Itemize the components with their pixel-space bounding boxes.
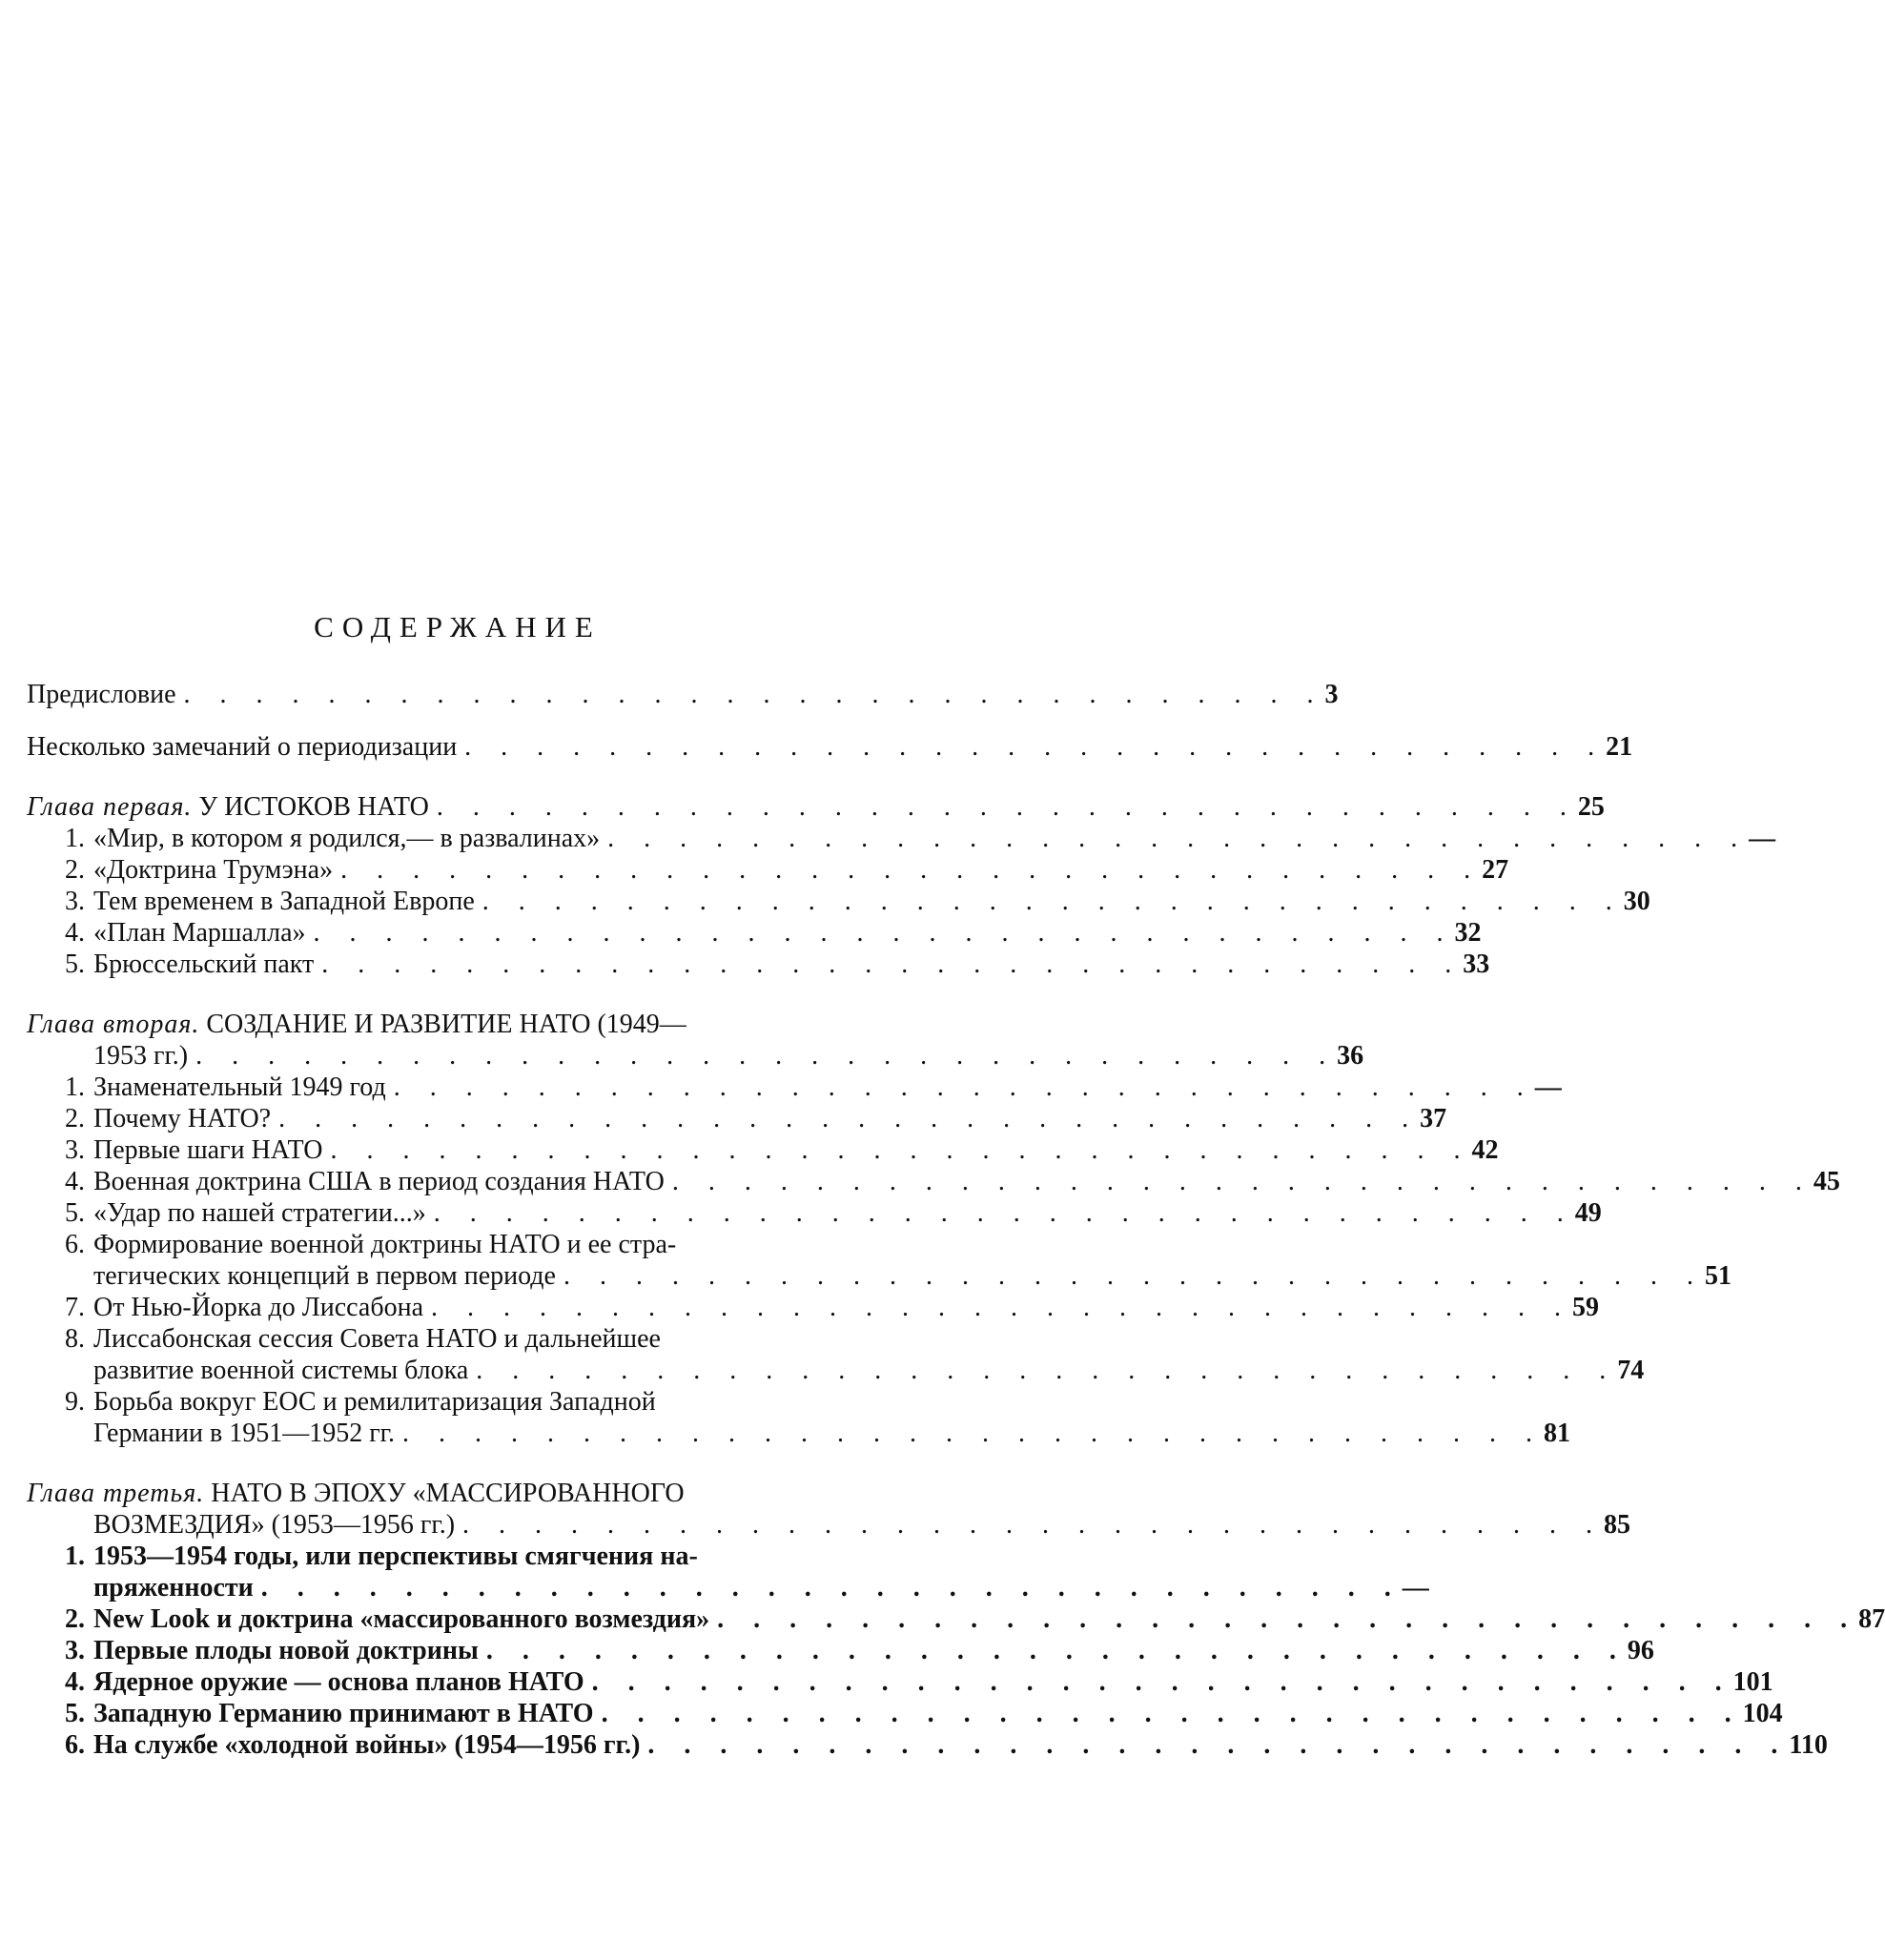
page-number: —	[1749, 824, 1776, 853]
leader-dots: . . . . . . . . . . . . . . . . . . . . . . . . . . . . . . . .	[647, 1730, 1790, 1760]
chapter-2-heading-line1	[27, 1009, 990, 1040]
page-number: 49	[1574, 1198, 1602, 1228]
chapter-label: Глава вторая.	[27, 1010, 200, 1039]
entry-text	[27, 854, 333, 886]
toc-entry	[27, 1635, 1654, 1666]
entry-text	[27, 1072, 386, 1103]
item-number: 2.	[65, 1604, 85, 1634]
chapter-label: Глава первая.	[27, 792, 193, 822]
page-number: —	[1534, 1072, 1562, 1102]
item-title: «Доктрина Трумэна»	[93, 855, 334, 885]
entry-text: пряженности	[93, 1573, 254, 1603]
item-number: 2.	[65, 1104, 85, 1133]
leader-dots: . . . . . . . . . . . . . . . . . . . . . . . . . . . . . . . .	[464, 732, 1607, 762]
entry-text: тегических концепций в первом периоде	[93, 1261, 556, 1291]
table-of-contents	[27, 679, 1885, 1761]
leader-dots: . . . . . . . . . . . . . . . . . . . . . . . . . . . . . . . .	[313, 918, 1455, 948]
spacer	[27, 710, 990, 731]
toc-entry	[27, 1072, 1562, 1103]
page-number: 110	[1789, 1730, 1828, 1760]
chapter-title: СОЗДАНИЕ И РАЗВИТИЕ НАТО (1949—	[206, 1010, 686, 1039]
chapter-3-heading-line1	[27, 1478, 990, 1509]
page-number: 74	[1617, 1356, 1645, 1385]
page-number: 21	[1606, 732, 1633, 762]
entry-text	[27, 1603, 709, 1635]
leader-dots: . . . . . . . . . . . . . . . . . . . . . . . . . . . . . . . .	[436, 792, 1578, 822]
item-title: New Look и доктрина «массированного возмездия»	[93, 1604, 710, 1634]
page-number: 81	[1544, 1419, 1570, 1448]
toc-entry	[27, 1666, 1773, 1698]
entry-text: Предисловие	[27, 680, 176, 709]
entry-text	[27, 949, 314, 980]
item-title: Первые плоды новой доктрины	[93, 1636, 479, 1665]
item-title: 1953—1954 годы, или перспективы смягчения на-	[93, 1541, 698, 1571]
leader-dots: . . . . . . . . . . . . . . . . . . . . . . . . . . . . . . . .	[717, 1604, 1859, 1634]
entry-text	[27, 1103, 271, 1134]
item-number: 6.	[65, 1730, 85, 1760]
toc-entry	[27, 1603, 1885, 1635]
entry-text	[27, 1197, 426, 1229]
leader-dots: . . . . . . . . . . . . . . . . . . . . . . . . . . . . . . . .	[321, 949, 1464, 979]
item-number: 3.	[65, 887, 85, 916]
leader-dots: . . . . . . . . . . . . . . . . . . . . . . . . . . . . . . . .	[476, 1356, 1618, 1385]
entry-text: Несколько замечаний о периодизации	[27, 732, 458, 762]
leader-dots: . . . . . . . . . . . . . . . . . . . . . . . . . . . . . . . .	[671, 1167, 1813, 1196]
page-number: 104	[1742, 1699, 1783, 1728]
leader-dots: . . . . . . . . . . . . . . . . . . . . . . . . . . . . . . . .	[591, 1667, 1733, 1697]
page-number: 85	[1604, 1510, 1631, 1540]
toc-entry	[27, 1355, 1645, 1386]
page-number: 45	[1813, 1167, 1840, 1196]
item-number: 9.	[65, 1387, 85, 1417]
toc-entry	[27, 1166, 1840, 1197]
leader-dots: . . . . . . . . . . . . . . . . . . . . . . . . . . . . . . . .	[431, 1293, 1573, 1322]
spacer	[27, 980, 990, 1009]
toc-entry	[27, 1103, 1447, 1134]
spacer	[27, 763, 990, 791]
page-number: 96	[1627, 1636, 1654, 1665]
item-number: 4.	[65, 1167, 85, 1196]
item-title: Лиссабонская сессия Совета НАТО и дальнейшее	[93, 1324, 661, 1354]
toc-entry	[27, 1292, 1600, 1323]
item-number: 3.	[65, 1135, 85, 1165]
toc-entry-line1	[27, 1541, 990, 1572]
entry-text	[27, 1666, 584, 1698]
leader-dots: . . . . . . . . . . . . . . . . . . . . . . . . . . . . . . . .	[433, 1198, 1575, 1228]
item-title: Знаменательный 1949 год	[93, 1072, 386, 1102]
toc-entry	[27, 1418, 1570, 1449]
entry-text	[27, 1729, 640, 1761]
item-title: От Нью-Йорка до Лиссабона	[93, 1293, 424, 1322]
item-number: 1.	[65, 824, 85, 853]
item-number: 8.	[65, 1324, 85, 1354]
page-number: 30	[1623, 887, 1650, 916]
page-number: 36	[1337, 1041, 1364, 1071]
item-title: Почему НАТО?	[93, 1104, 272, 1133]
toc-entry	[27, 823, 1776, 854]
entry-text	[27, 1698, 594, 1729]
item-title: «План Маршалла»	[93, 918, 306, 948]
page-number: 101	[1732, 1667, 1773, 1697]
leader-dots: . . . . . . . . . . . . . . . . . . . . . . . . . . . . . . . .	[402, 1419, 1544, 1448]
item-number: 1.	[65, 1072, 85, 1102]
entry-text	[27, 1635, 479, 1666]
item-number: 5.	[65, 1198, 85, 1228]
item-number: 2.	[65, 855, 85, 885]
item-number: 5.	[65, 1699, 85, 1728]
leader-dots: . . . . . . . . . . . . . . . . . . . . . . . . . . . . . . . .	[601, 1699, 1743, 1728]
toc-entry	[27, 1729, 1828, 1761]
chapter-3-heading-line2	[27, 1509, 1631, 1541]
chapter-title: НАТО В ЭПОХУ «МАССИРОВАННОГО	[211, 1479, 685, 1508]
entry-text	[27, 823, 600, 854]
page-number: 33	[1463, 949, 1490, 979]
toc-entry-preface	[27, 679, 1339, 710]
toc-entry-line1	[27, 1323, 990, 1355]
chapter-title: У ИСТОКОВ НАТО	[198, 792, 429, 822]
leader-dots: . . . . . . . . . . . . . . . . . . . . . . . . . . . . . . . .	[278, 1104, 1421, 1133]
page-number: 3	[1324, 680, 1339, 709]
toc-entry	[27, 1698, 1783, 1729]
toc-entry	[27, 949, 1490, 980]
spacer	[27, 1449, 990, 1478]
entry-text: развитие военной системы блока	[93, 1356, 469, 1385]
leader-dots: . . . . . . . . . . . . . . . . . . . . . . . . . . . . . . . .	[462, 1510, 1605, 1540]
entry-text	[27, 886, 475, 917]
leader-dots: . . . . . . . . . . . . . . . . . . . . . . . . . . . . . . . .	[393, 1072, 1535, 1102]
page-number: —	[1402, 1573, 1429, 1603]
leader-dots: . . . . . . . . . . . . . . . . . . . . . . . . . . . . . . . .	[340, 855, 1483, 885]
leader-dots: . . . . . . . . . . . . . . . . . . . . . . . . . . . . . . . .	[563, 1261, 1705, 1291]
leader-dots: . . . . . . . . . . . . . . . . . . . . . . . . . . . . . . . .	[481, 887, 1624, 916]
chapter-1-heading	[27, 791, 1605, 823]
chapter-label: Глава третья.	[27, 1479, 205, 1508]
entry-text: Германии в 1951—1952 гг.	[93, 1419, 395, 1448]
page-number: 42	[1471, 1135, 1499, 1165]
item-number: 7.	[65, 1293, 85, 1322]
entry-text	[27, 1292, 423, 1323]
toc-entry-line1	[27, 1386, 990, 1418]
item-number: 4.	[65, 918, 85, 948]
leader-dots: . . . . . . . . . . . . . . . . . . . . . . . . . . . . . . . .	[183, 680, 1325, 709]
page-number: 37	[1420, 1104, 1447, 1133]
leader-dots: . . . . . . . . . . . . . . . . . . . . . . . . . . . . . . . .	[330, 1135, 1472, 1165]
toc-entry	[27, 917, 1482, 949]
page-number: 25	[1577, 792, 1605, 822]
item-number: 6.	[65, 1230, 85, 1259]
entry-text	[27, 1134, 323, 1166]
page-number: 51	[1704, 1261, 1731, 1291]
item-number: 4.	[65, 1667, 85, 1697]
item-title: На службе «холодной войны» (1954—1956 гг.)	[93, 1730, 641, 1760]
chapter-title-continued: ВОЗМЕЗДИЯ» (1953—1956 гг.)	[93, 1510, 456, 1540]
item-title: Формирование военной доктрины НАТО и ее стра-	[93, 1230, 677, 1259]
item-title: Первые шаги НАТО	[93, 1135, 323, 1165]
item-number: 3.	[65, 1636, 85, 1665]
entry-text	[27, 917, 306, 949]
toc-entry-periodization	[27, 731, 1633, 763]
item-title: Ядерное оружие — основа планов НАТО	[93, 1667, 584, 1697]
leader-dots: . . . . . . . . . . . . . . . . . . . . . . . . . . . . . . . .	[195, 1041, 1338, 1071]
toc-entry	[27, 1134, 1499, 1166]
item-title: «Удар по нашей стратегии...»	[93, 1198, 426, 1228]
toc-entry	[27, 854, 1509, 886]
page-number: 32	[1454, 918, 1482, 948]
toc-entry	[27, 1260, 1731, 1292]
item-title: Западную Германию принимают в НАТО	[93, 1699, 594, 1728]
toc-entry-line1	[27, 1229, 990, 1260]
page-number: 27	[1482, 855, 1509, 885]
page-number: 59	[1572, 1293, 1600, 1322]
item-number: 5.	[65, 949, 85, 979]
item-title: Брюссельский пакт	[93, 949, 315, 979]
toc-entry	[27, 1197, 1602, 1229]
leader-dots: . . . . . . . . . . . . . . . . . . . . . . . . . . . . . . . .	[260, 1573, 1403, 1603]
chapter-heading-text	[27, 791, 429, 823]
entry-text	[27, 1166, 665, 1197]
leader-dots: . . . . . . . . . . . . . . . . . . . . . . . . . . . . . . . .	[607, 824, 1750, 853]
item-title: Военная доктрина США в период создания НАТО	[93, 1167, 665, 1196]
item-title: Тем временем в Западной Европе	[93, 887, 475, 916]
toc-title: СОДЕРЖАНИЕ	[314, 610, 602, 643]
leader-dots: . . . . . . . . . . . . . . . . . . . . . . . . . . . . . . . .	[485, 1636, 1628, 1665]
chapter-title-continued: 1953 гг.)	[93, 1041, 189, 1071]
chapter-2-heading-line2	[27, 1040, 1364, 1072]
page-number: 87	[1858, 1604, 1885, 1634]
item-title: Борьба вокруг ЕОС и ремилитаризация Западной	[93, 1387, 656, 1417]
item-number: 1.	[65, 1541, 85, 1571]
toc-entry	[27, 1572, 1429, 1603]
item-title: «Мир, в котором я родился,— в развалинах»	[93, 824, 601, 853]
toc-entry	[27, 886, 1650, 917]
